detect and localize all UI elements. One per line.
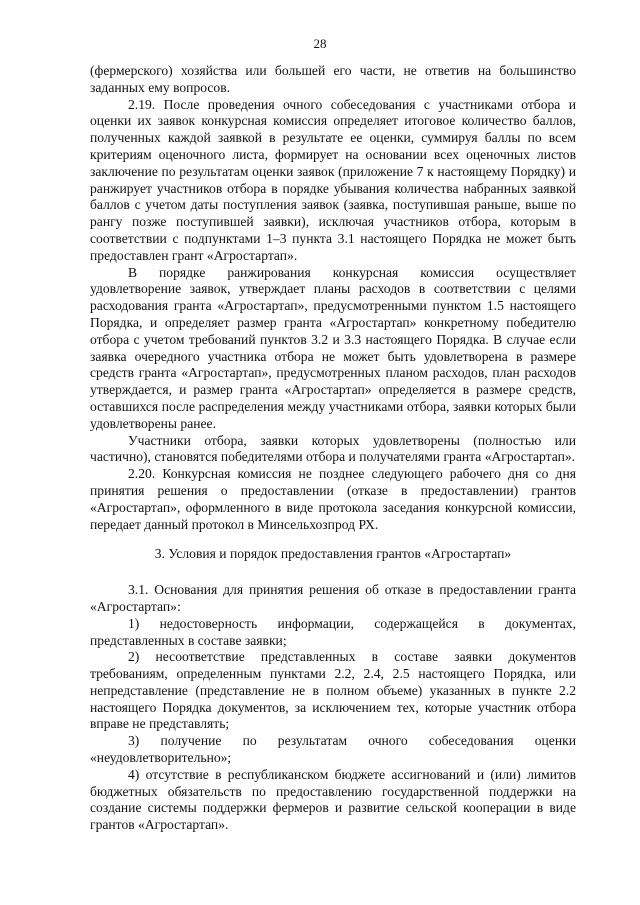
- paragraph-ranking: В порядке ранжирования конкурсная комиссия осуществляет удовлетворение заявок, утверждает планы расходов в соответствии с целями расходования гранта «Агростартап», предусмотренными пунктом 1.5 настоящего Порядка, и определяет размер гранта «Агростартап» конкретному победителю отбора с учетом требований пунктов 3.2 и 3.3 настоящего Порядка. В случае если заявка очередного участника отбора не может быть удовлетворена в размере средств гранта «Агростартап», предусмотренных планом расходов, план расходов утверждается, и размер гранта «Агростартап» определяется в размере средств, оставшихся после распределения между участниками отбора, заявки которых были удовлетворены ранее.: [90, 264, 576, 431]
- paragraph-continued: (фермерского) хозяйства или большей его части, не ответив на большинство заданных ему вопросов.: [90, 63, 576, 95]
- list-item-4: 4) отсутствие в республиканском бюджете ассигнований и (или) лимитов бюджетных обязательств по предоставлению государственной поддержки на создание системы поддержки фермеров и развитие сельской кооперации в виде грантов «Агростартап».: [90, 766, 576, 833]
- document-body: [90, 63, 576, 834]
- page-number: 28: [313, 36, 327, 51]
- paragraph-3-1: 3.1. Основания для принятия решения об отказе в предоставлении гранта «Агростартап»:: [90, 582, 576, 614]
- list-item-1: 1) недостоверность информации, содержащейся в документах, представленных в составе заявки;: [90, 615, 576, 648]
- paragraph-winners: Участники отбора, заявки которых удовлетворены (полностью или частично), становятся победителями отбора и получателями гранта «Агростартап».: [90, 432, 576, 465]
- list-item-2: 2) несоответствие представленных в составе заявки документов требованиям, определенным пунктами 2.2, 2.4, 2.5 настоящего Порядка, или непредставление (представление не в полном объеме) указанных в пункте 2.2 настоящего Порядка документов, за исключением тех, которые участник отбора вправе не представлять;: [90, 649, 576, 732]
- paragraph-2-19: 2.19. После проведения очного собеседования с участниками отбора и оценки их заявок конкурсная комиссия определяет итоговое количество баллов, полученных каждой заявкой в результате ее оценки, суммируя баллы по всем критериям оценочного листа, формирует на основании всех оценочных листов заключение по результатам оценки заявок (приложение 7 к настоящему Порядку) и ранжирует участников отбора в порядке убывания количества набранных заявкой баллов с учетом даты поступления заявок (заявка, поступившая раньше, выше по рангу позже поступившей заявки), исключая участников отбора, которым в соответствии с подпунктами 1–3 пункта 3.1 настоящего Порядка не может быть предоставлен грант «Агростартап».: [90, 96, 576, 263]
- list-item-3: 3) получение по результатам очного собеседования оценки «неудовлетворительно»;: [90, 733, 576, 766]
- section-heading: 3. Условия и порядок предоставления грантов «Агростартап»: [154, 546, 512, 562]
- paragraph-2-20: 2.20. Конкурсная комиссия не позднее следующего рабочего дня со дня принятия решения о предоставлении (отказе в предоставлении) грантов «Агростартап», оформленного в виде протокола заседания конкурсной комиссии, передает данный протокол в Минсельхозпрод РХ.: [90, 466, 576, 532]
